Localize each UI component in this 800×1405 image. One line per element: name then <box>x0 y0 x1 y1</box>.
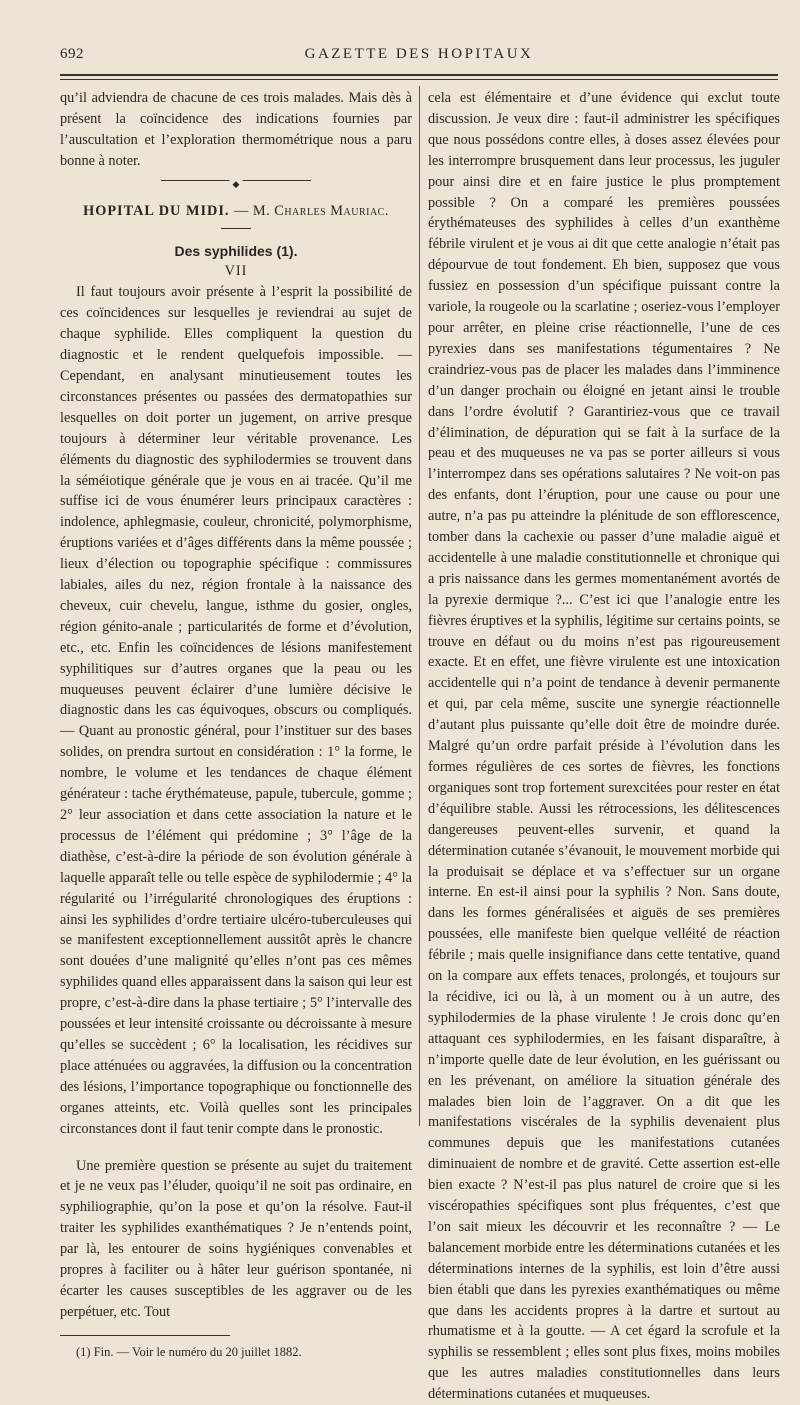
section-ornament <box>161 180 311 189</box>
header-rule <box>60 74 778 80</box>
footnote: (1) Fin. — Voir le numéro du 20 juillet 1882. <box>76 1344 302 1359</box>
hospital-name: HOPITAL DU MIDI. <box>83 202 230 219</box>
section-title <box>60 201 412 222</box>
paragraph-gap <box>60 1140 412 1156</box>
body-paragraph-1: Il faut toujours avoir présente à l’esprit la possibilité de ces coïncidences sur lesquelles je reviendrai au sujet de chaque syphilide. Elles compliquent la question du diagnostic et le rendent quelquefois impossible. — Cependant, en analysant minutieusement toutes les circonstances présentes ou passées des dermatopathies sur lesquelles on doit porter un jugement, on arrive presque toujours à déterminer leur véritable provenance. Les éléments du diagnostic des syphilodermies se trouvent dans la séméiotique générale que je vous en ai tracée. Qu’il me suffise ici de vous énumérer leurs principaux caractères : indolence, aphlegmasie, couleur, chronicité, polymorphisme, éruptions variées et d’âges différents dans la même poussée ; lieux d’élection ou topographie spécifique : commissures labiales, ailes du nez, région frontale à la naissance des cheveux, cuir chevelu, langue, isthme du gosier, ongles, région génito-anale ; particularités de forme et d’évolution, etc., etc. Enfin les coïncidences de lésions manifestement syphilitiques sur d’autres organes que la peau ou les muqueuses peuvent éclairer d’une lumière décisive le diagnostic dans les cas équivoques, obscurs ou compliqués. — Quant au pronostic général, pour l’instituer sur des bases solides, on prendra surtout en considération : 1° la forme, le nombre, le volume et les tendances de chaque élément générateur : tache érythémateuse, papule, tubercule, gomme ; 2° leur association et dans cette association la nature et le processus de l’élément qui prédomine ; 3° l’âge de la diathèse, c’est-à-dire la période de son évolution générale à laquelle apparaît telle ou telle espèce de syphilodermie ; 4° la régularité ou l’irrégularité chronologiques des éruptions : ainsi les syphilides d’ordre tertiaire ulcéro-tuberculeuses qui se manifestent exceptionnellement aussitôt après le chancre sont douées d’une malignité qu’elles n’ont pas ces mêmes syphilides quand elles apparaissent dans la saison qui leur est propre, c’est-à-dire dans la phase tertiaire ; 5° l’intervalle des poussées et leur intensité croissante ou décroissante à mesure qu’elles se succèdent ; 6° la localisation, les récidives sur place atténuées ou aggravées, la diffusion ou la concentration des lésions, l’importance topographique ou fonctionnelle des organes atteints, etc. Voilà quelles sont les principales circonstances dont il faut tenir compte dans le pronostic. <box>60 284 412 1137</box>
right-column <box>428 88 780 1405</box>
chapter-numeral: VII <box>224 263 248 280</box>
body-paragraph-2: Une première question se présente au sujet du traitement et je ne veux pas l’éluder, quoiqu’il ne soit pas ordinaire, en syphiliographie, qu’on la pose et qu’on la résolve. Faut-il traiter les syphilides exanthématiques ? Je n’entends point, par là, les entourer de soins hygiéniques convenables et propres à faciliter ou à hâter leur guérison spontanée, ni écarter les causes susceptibles de les aggraver ou de les perpétuer, etc. Tout <box>60 1157 412 1320</box>
article-subtitle: Des syphilides (1). <box>174 242 298 259</box>
journal-title: GAZETTE DES HOPITAUX <box>304 46 534 62</box>
ornament-glyph: ◆ <box>230 174 243 195</box>
section-author: — M. Charles Mauriac. <box>234 202 389 219</box>
column-divider <box>419 86 420 1126</box>
left-column <box>60 88 412 1360</box>
footnote-rule <box>60 1335 230 1336</box>
short-rule <box>221 228 251 229</box>
intro-paragraph: qu’il adviendra de chacune de ces trois malades. Mais dès à présent la coïncidence des indications fournies par l’auscultation et l’exploration thermométrique nous a paru bonne à noter. <box>60 90 412 169</box>
page-header <box>60 46 778 68</box>
right-column-text: cela est élémentaire et d’une évidence qui exclut toute discussion. Je veux dire : faut-il administrer les spécifiques que nous possédons contre elles, à doses assez élevées pour les interrompre brusquement dans leur processus, les juguler pour ainsi dire et en faire justice le plus promptement possible ? On a comparé les premières poussées érythémateuses des syphilides à celles d’un exanthème fébrile virulent et je vous ai dit que cette analogie n’était pas dépourvue de tout fondement. Eh bien, supposez que vous fussiez en possession d’un spécifique puissant contre la variole, la rougeole ou la scarlatine ; oseriez-vous l’employer pour arrêter, en pleine crise réactionnelle, l’une de ces pyrexies dans ses manifestations tégumentaires ? Ne craindriez-vous pas de placer les malades dans l’imminence d’un danger prochain ou éloigné en jetant ainsi le trouble dans l’ordre évolutif ? Garantiriez-vous que ce travail d’élimination, de dépuration qui se fait à la surface de la peau et des muqueuses ne va pas se porter ailleurs si vous l’interrompez dans ses opérations salutaires ? Ne voit-on pas des enfants, dont l’éruption, pour une cause ou pour une autre, n’a pas pu atteindre la plénitude de son efflorescence, tomber dans la cachexie ou passer d’une maladie aiguë et accidentelle à une maladie constitutionnelle et chronique qui a pris naissance dans les germes momentanément avortés de la pyrexie dermique ?... C’est ici que l’analogie entre les fièvres éruptives et la syphilis, légitime sur certains points, se trouve en défaut ou du moins n’est pas rigoureusement exacte. Et en effet, une fièvre virulente est une intoxication accidentelle qui n’a point de tendance à devenir permanente et qui, par cela même, suscite une synergie réactionnelle d’autant plus puissante qu’elle doit être de moindre durée. Malgré qu’un ordre parfait préside à l’évolution dans les formes régulières de ces sortes de fièvres, les fonctions organiques sont trop fortement surexcitées pour rester en état d’équilibre stable. Aussi les rétrocessions, les délitescences dangereuses peuvent-elles survenir, et quand la détermination cutanée s’évanouit, le mouvement morbide qui la produisait se déplace et va s’effectuer sur un organe interne. En est-il ainsi pour la syphilis ? Non. Sans doute, dans les formes généralisées et aiguës de ses premières poussées, elle manifeste bien quelque velléité de réaction fébrile ; mais quelle insignifiance dans cette tentative, quand on la compare aux effets tenaces, prolongés, et toujours sur la récidive, ici ou là, à un moment ou à un autre, des syphilodermies de la phase virulente ! Je crois donc qu’en attaquant ces syphilodermies, en les faisant disparaître, à n’importe quelle date de leur évolution, en les guérissant ou en les prévenant, on améliore la situation générale des malades bien loin de l’aggraver. On a dit que les manifestations viscérales de la syphilis devenaient plus communes depuis que les manifestations cutanées diminuaient de nombre et de gravité. Cette assertion est-elle bien exacte ? N’est-il pas plus naturel de croire que si les viscéropathies spécifiques sont plus fréquentes, c’est que l’on sait mieux les découvrir et les reconnaître ? — Le balancement morbide entre les déterminations cutanées et les déterminations internes de la syphilis, est loin d’être aussi bien établi que dans les pyrexies exanthématiques ou même que dans les accidents propres à la dartre et surtout au rhumatisme et à la goutte. — A cet égard la scrofule et la syphilis se ressemblent ; elles sont plus fixes, moins mobiles que les autres maladies constitutionnelles dans leurs déterminations cutanées et muqueuses. <box>428 90 780 1403</box>
page-number: 692 <box>60 46 84 62</box>
